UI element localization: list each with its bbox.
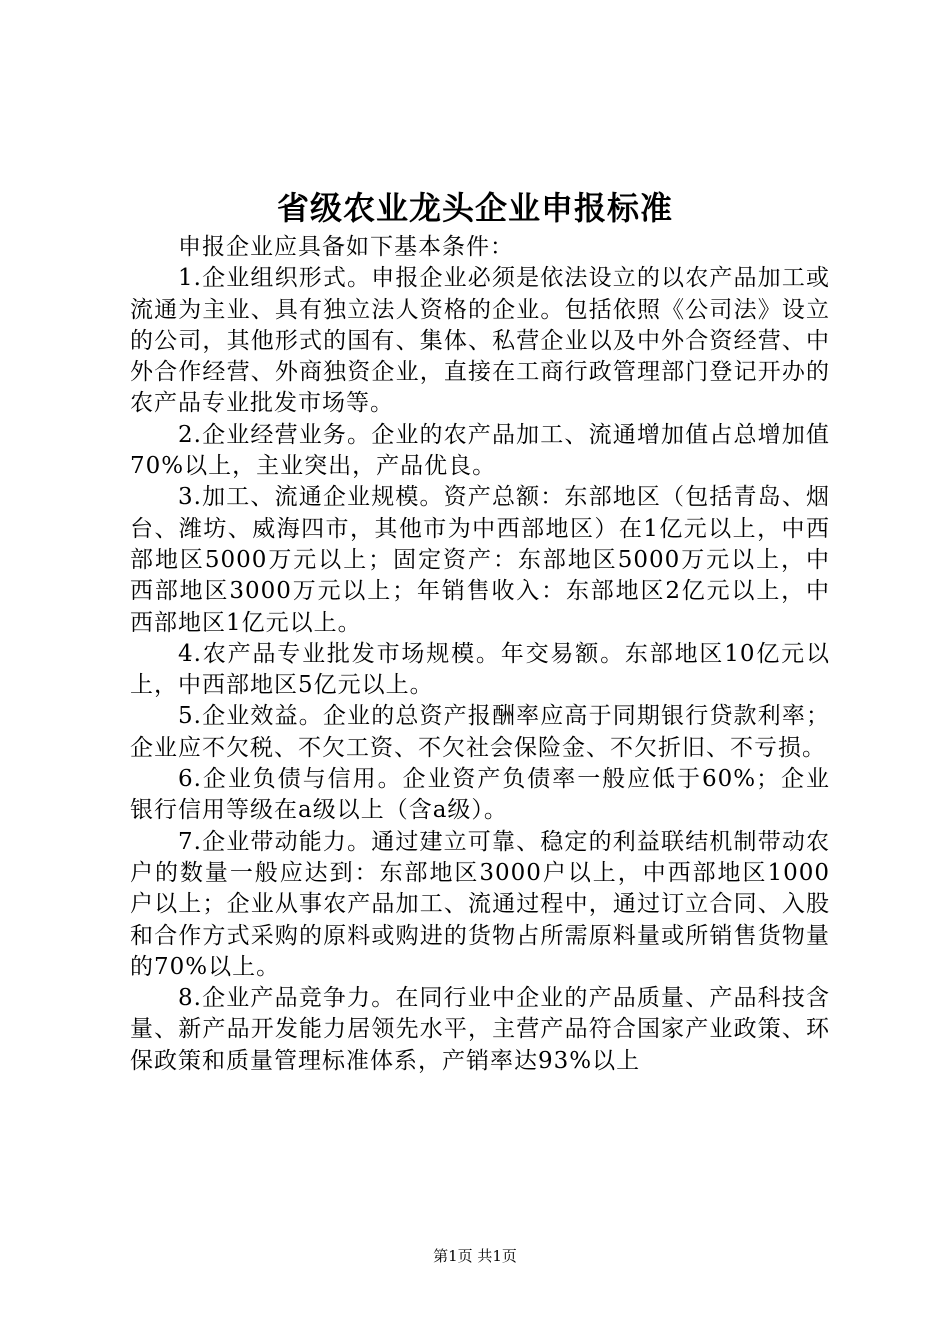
paragraph-2: 2.企业经营业务。企业的农产品加工、流通增加值占总增加值70%以上，主业突出，产品优良。	[130, 421, 830, 480]
paragraph-6: 6.企业负债与信用。企业资产负债率一般应低于60%；企业银行信用等级在a级以上（含a级）。	[130, 766, 830, 824]
paragraph-4: 4.农产品专业批发市场规模。年交易额。东部地区10亿元以上，中西部地区5亿元以上。	[130, 640, 830, 699]
document-body	[130, 232, 830, 1077]
paragraph-5: 5.企业效益。企业的总资产报酬率应高于同期银行贷款利率；企业应不欠税、不欠工资、不欠社会保险金、不欠折旧、不亏损。	[130, 703, 830, 761]
paragraph-1: 1.企业组织形式。申报企业必须是依法设立的以农产品加工或流通为主业、具有独立法人资格的企业。包括依照《公司法》设立的公司，其他形式的国有、集体、私营企业以及中外合资经营、中外合作经营、外商独资企业，直接在工商行政管理部门登记开办的农产品专业批发市场等。	[130, 265, 830, 417]
document-title: 省级农业龙头企业申报标准	[276, 189, 673, 227]
page-footer: 第1页 共1页	[433, 1247, 517, 1265]
intro-paragraph: 申报企业应具备如下基本条件：	[178, 234, 514, 260]
paragraph-3: 3.加工、流通企业规模。资产总额：东部地区（包括青岛、烟台、潍坊、威海四市，其他市为中西部地区）在1亿元以上，中西部地区5000万元以上；固定资产：东部地区5000万元以上，中西部地区3000万元以上；年销售收入：东部地区2亿元以上，中西部地区1亿元以上。	[130, 484, 830, 636]
paragraph-8: 8.企业产品竞争力。在同行业中企业的产品质量、产品科技含量、新产品开发能力居领先水平，主营产品符合国家产业政策、环保政策和质量管理标准体系，产销率达93%以上	[130, 985, 830, 1074]
paragraph-7: 7.企业带动能力。通过建立可靠、稳定的利益联结机制带动农户的数量一般应达到：东部地区3000户以上，中西部地区1000户以上；企业从事农产品加工、流通过程中，通过订立合同、入股和合作方式采购的原料或购进的货物占所需原料量或所销售货物量的70%以上。	[130, 828, 830, 980]
